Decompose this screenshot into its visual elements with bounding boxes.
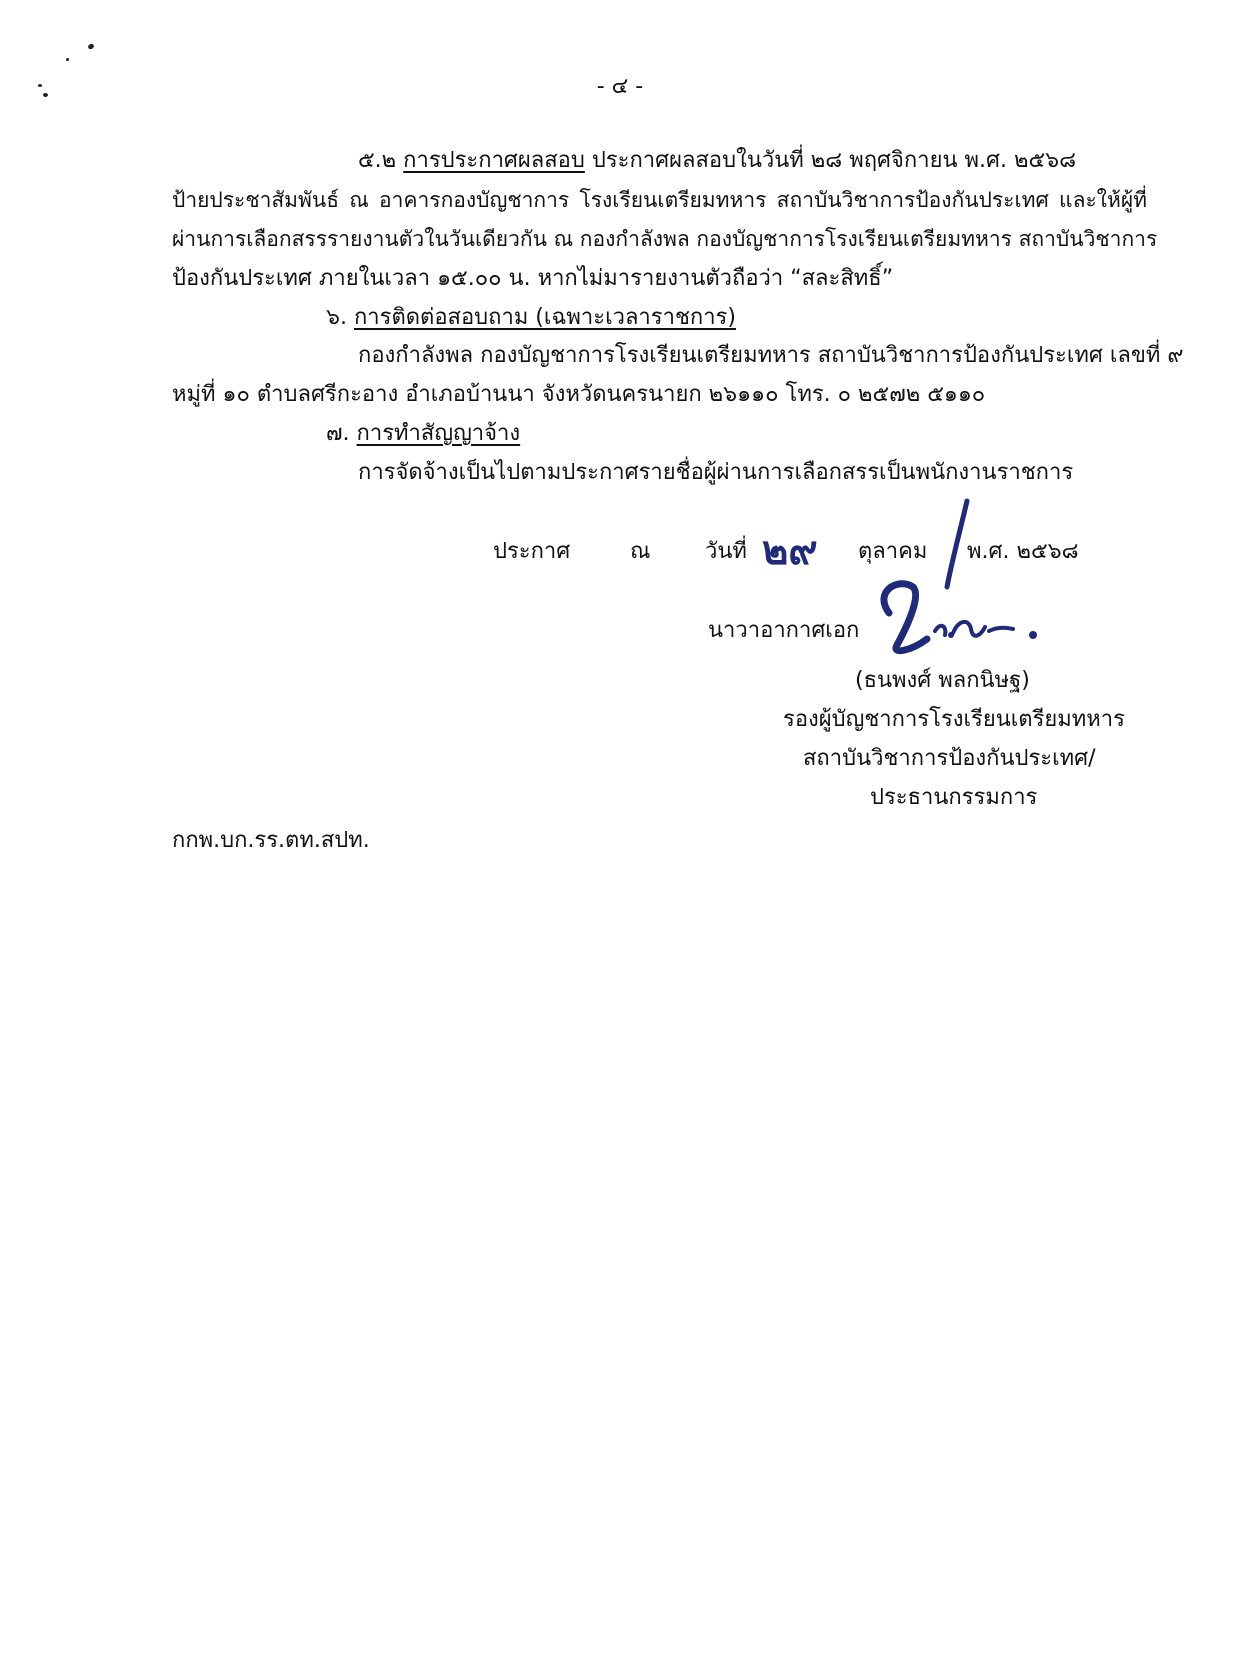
section-5-2-line-1-text: ประกาศผลสอบในวันที่ ๒๘ พฤศจิกายน พ.ศ. ๒๕๖๘ [591, 148, 1077, 173]
section-6-title [326, 303, 736, 333]
page-number: - ๔ - [596, 74, 644, 99]
section-7-line-1: การจัดจ้างเป็นไปตามประกาศรายชื่อผู้ผ่านการเลือกสรรเป็นพนักงานราชการ [358, 460, 1074, 485]
section-6-line-2: หมู่ที่ ๑๐ ตำบลศรีกะอาง อำเภอบ้านนา จังหวัดนครนายก ๒๖๑๑๐ โทร. ๐ ๒๕๗๒ ๕๑๑๐ [172, 382, 986, 407]
signatory-position-line-2: สถาบันวิชาการป้องกันประเทศ/ [803, 746, 1096, 771]
announcement-label: ประกาศ [493, 539, 571, 564]
announcement-day-label: วันที่ [705, 539, 747, 564]
section-5-2-line-1 [358, 146, 1076, 176]
section-5-2-heading: การประกาศผลสอบ [403, 148, 585, 173]
section-6-heading: การติดต่อสอบถาม (เฉพาะเวลาราชการ) [353, 305, 736, 330]
signatory-name: (ธนพงศ์ พลกนิษฐ) [855, 668, 1030, 693]
signatory-rank: นาวาอากาศเอก [708, 618, 860, 643]
section-5-2-line-3: ผ่านการเลือกสรรรายงานตัวในวันเดียวกัน ณ กองกำลังพล กองบัญชาการโรงเรียนเตรียมทหาร สถาบันวิชาการ [172, 227, 1158, 251]
section-6-number: ๖. [326, 305, 347, 330]
signature-image [855, 495, 1055, 655]
footer-department-code: กกพ.บก.รร.ตท.สปท. [172, 828, 370, 853]
section-7-heading: การทำสัญญาจ้าง [356, 421, 521, 446]
section-7-title [326, 419, 520, 449]
section-6-line-1: กองกำลังพล กองบัญชาการโรงเรียนเตรียมทหาร สถาบันวิชาการป้องกันประเทศ เลขที่ ๙ [358, 343, 1184, 368]
scan-speck [87, 43, 95, 50]
announcement-at: ณ [630, 539, 651, 564]
signatory-position-line-3: ประธานกรรมการ [870, 785, 1038, 810]
announcement-month: ตุลาคม [858, 539, 928, 564]
announcement-year: พ.ศ. ๒๕๖๘ [967, 539, 1079, 564]
signatory-position-line-1: รองผู้บัญชาการโรงเรียนเตรียมทหาร [783, 707, 1125, 732]
section-5-2-line-4: ป้องกันประเทศ ภายในเวลา ๑๕.๐๐ น. หากไม่มารายงานตัวถือว่า “สละสิทธิ์” [172, 266, 894, 291]
section-5-2-number: ๕.๒ [358, 148, 397, 173]
section-5-2-line-2: ป้ายประชาสัมพันธ์ ณ อาคารกองบัญชาการ โรงเรียนเตรียมทหาร สถาบันวิชาการป้องกันประเทศ และให้ผู้ที่ [172, 188, 1147, 212]
announcement-day-handwritten: ๒๙ [762, 527, 818, 574]
scan-speck [66, 58, 69, 61]
section-7-number: ๗. [326, 421, 350, 446]
